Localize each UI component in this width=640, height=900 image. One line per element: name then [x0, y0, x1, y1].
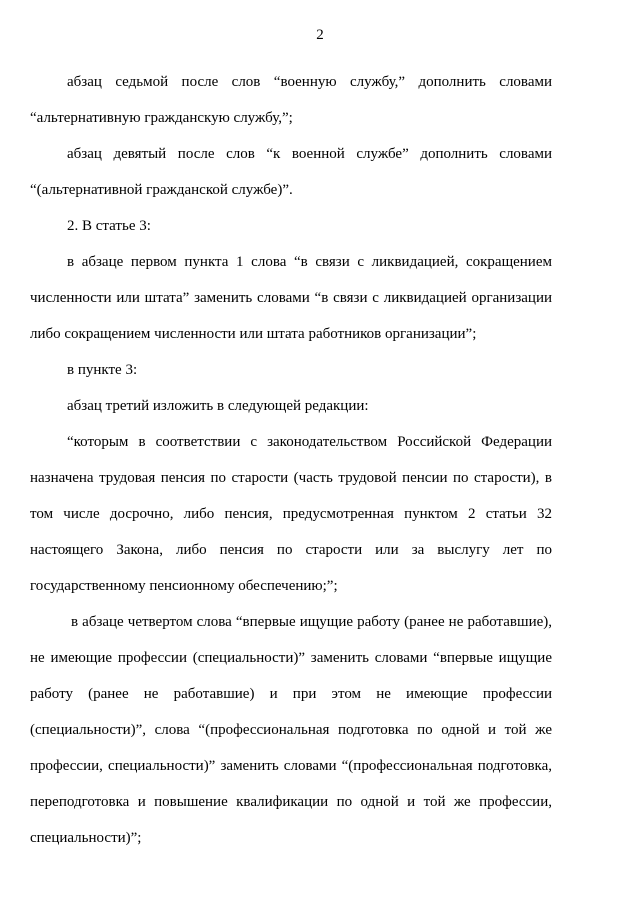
paragraph-quoted-new-wording: “которым в соответствии с законодательством Российской Федерации назначена трудовая пенсия по старости (часть трудовой пенсии по старости), в том числе досрочно, либо пенсия, предусмотренная пунктом 2 статьи 32 настоящего Закона, либо пенсия по старости или за выслугу лет по государственному пенсионному обеспечению;”;	[30, 434, 552, 594]
document-body	[30, 64, 552, 856]
paragraph-amend-ninth-abzats: абзац девятый после слов “к военной службе” дополнить словами “(альтернативной гражданской службе)”.	[30, 146, 552, 198]
paragraph-fourth-abzats-amendment: в абзаце четвертом слова “впервые ищущие работу (ранее не работавшие), не имеющие профессии (специальности)” заменить словами “впервые ищущие работу (ранее не работавшие) и при этом не имеющие профессии (специальности)”, слова “(профессиональная подготовка по одной и той же профессии, специальности)” заменить словами “(профессиональная подготовка, переподготовка и повышение квалификации по одной и той же профессии, специальности)”;	[30, 614, 552, 846]
paragraph-amend-seventh-abzats: абзац седьмой после слов “военную службу,” дополнить словами “альтернативную гражданскую службу,”;	[30, 74, 552, 126]
paragraph-article-3-point-1: в абзаце первом пункта 1 слова “в связи с ликвидацией, сокращением численности или штата” заменить словами “в связи с ликвидацией организации либо сокращением численности или штата работников организации”;	[30, 254, 552, 342]
paragraph-point-3-heading: в пункте 3:	[67, 362, 138, 378]
page-number: 2	[316, 27, 324, 43]
paragraph-third-abzats-new-wording: абзац третий изложить в следующей редакции:	[67, 398, 369, 414]
paragraph-article-3-heading: 2. В статье 3:	[67, 218, 151, 234]
